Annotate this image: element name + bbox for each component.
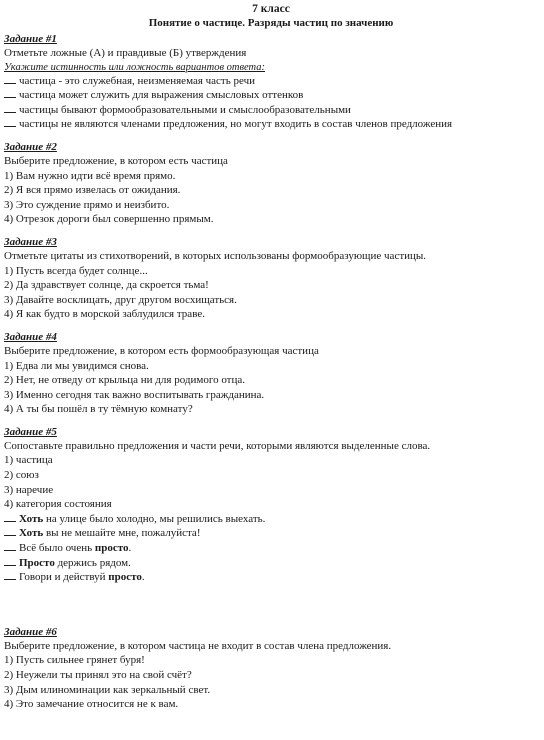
answer-option[interactable]: 4) Отрезок дороги был совершенно прямым. bbox=[4, 213, 214, 226]
part-of-speech-option: 4) категория состояния bbox=[4, 498, 112, 511]
task-6 bbox=[4, 625, 538, 712]
task-5 bbox=[4, 425, 538, 585]
task-instruction: Отметьте ложные (А) и правдивые (Б) утверждения bbox=[4, 47, 247, 59]
answer-option[interactable]: 2) Нет, не отведу от крыльца ни для родимого отца. bbox=[4, 374, 246, 387]
sentence-post: на улице было холодно, мы решились выехать. bbox=[43, 512, 266, 525]
statement-row bbox=[4, 103, 538, 118]
answer-option[interactable]: 4) Это замечание относится не к вам. bbox=[4, 698, 179, 711]
answer-blank[interactable] bbox=[4, 103, 16, 113]
answer-blank[interactable] bbox=[4, 570, 16, 580]
answer-option[interactable]: 4) А ты бы пошёл в ту тёмную комнату? bbox=[4, 403, 193, 416]
task-heading: Задание #3 bbox=[4, 235, 57, 248]
statement-row bbox=[4, 88, 538, 103]
part-of-speech-option: 3) наречие bbox=[4, 483, 54, 496]
statement-text: частица может служить для выражения смысловых оттенков bbox=[19, 89, 304, 102]
task-4 bbox=[4, 330, 538, 417]
sentence-post: держись рядом. bbox=[54, 556, 131, 569]
highlighted-word: просто bbox=[94, 542, 129, 555]
part-of-speech-option: 2) союз bbox=[4, 469, 39, 482]
match-row bbox=[4, 541, 538, 556]
answer-option[interactable]: 1) Пусть всегда будет солнце... bbox=[4, 264, 148, 277]
task-3 bbox=[4, 235, 538, 322]
match-row bbox=[4, 526, 538, 541]
part-of-speech-option: 1) частица bbox=[4, 454, 53, 467]
match-row bbox=[4, 570, 538, 585]
answer-option[interactable]: 2) Я вся прямо извелась от ожидания. bbox=[4, 184, 181, 197]
highlighted-word: Хоть bbox=[19, 512, 44, 525]
grade-label: 7 класс bbox=[252, 3, 290, 15]
task-heading: Задание #2 bbox=[4, 140, 57, 153]
answer-blank[interactable] bbox=[4, 512, 16, 522]
answer-option[interactable]: 4) Я как будто в морской заблудился траве. bbox=[4, 308, 205, 321]
statement-text: частицы не являются членами предложения, но могут входить в состав членов предложения bbox=[19, 118, 453, 131]
answer-option[interactable]: 1) Едва ли мы увидимся снова. bbox=[4, 359, 149, 372]
spacer bbox=[4, 585, 538, 623]
answer-option[interactable]: 3) Давайте восклицать, друг другом восхищаться. bbox=[4, 293, 237, 306]
task-heading: Задание #4 bbox=[4, 330, 57, 343]
highlighted-word: просто bbox=[108, 571, 142, 584]
task-2 bbox=[4, 140, 538, 227]
statement-row bbox=[4, 74, 538, 89]
sentence-post: . bbox=[128, 542, 132, 555]
sentence-pre: Всё было очень bbox=[19, 542, 95, 555]
task-1 bbox=[4, 32, 538, 132]
task-heading: Задание #5 bbox=[4, 425, 57, 438]
task-instruction: Отметьте цитаты из стихотворений, в которых использованы формообразующие частицы. bbox=[4, 249, 427, 262]
sentence-post: . bbox=[141, 571, 145, 584]
task-note: Укажите истинность или ложность вариантов ответа: bbox=[4, 61, 265, 73]
statement-row bbox=[4, 117, 538, 132]
answer-blank[interactable] bbox=[4, 526, 16, 536]
task-heading: Задание #6 bbox=[4, 625, 57, 638]
answer-blank[interactable] bbox=[4, 74, 16, 84]
task-heading: Задание #1 bbox=[4, 33, 57, 45]
answer-option[interactable]: 1) Вам нужно идти всё время прямо. bbox=[4, 169, 176, 182]
answer-option[interactable]: 1) Пусть сильнее грянет буря! bbox=[4, 654, 145, 667]
statement-text: частицы бывают формообразовательными и смыслообразовательными bbox=[19, 103, 351, 116]
sentence-post: вы не мешайте мне, пожалуйста! bbox=[43, 527, 201, 540]
match-row bbox=[4, 512, 538, 527]
task-instruction: Выберите предложение, в котором есть частица bbox=[4, 154, 228, 167]
highlighted-word: Хоть bbox=[19, 527, 44, 540]
answer-blank[interactable] bbox=[4, 541, 16, 551]
match-row bbox=[4, 556, 538, 571]
task-instruction: Сопоставьте правильно предложения и части речи, которыми являются выделенные слова. bbox=[4, 439, 431, 452]
answer-blank[interactable] bbox=[4, 556, 16, 566]
answer-option[interactable]: 3) Именно сегодня так важно воспитывать гражданина. bbox=[4, 388, 265, 401]
task-instruction: Выберите предложение, в котором частица не входит в состав члена предложения. bbox=[4, 639, 392, 652]
statement-text: частица - это служебная, неизменяемая часть речи bbox=[19, 74, 256, 87]
answer-option[interactable]: 2) Неужели ты принял это на свой счёт? bbox=[4, 669, 192, 681]
sentence-pre: Говори и действуй bbox=[19, 571, 109, 584]
answer-option[interactable]: 3) Это суждение прямо и неизбито. bbox=[4, 198, 170, 211]
answer-blank[interactable] bbox=[4, 117, 16, 127]
answer-option[interactable]: 3) Дым илиноминации как зеркальный свет. bbox=[4, 683, 211, 696]
answer-option[interactable]: 2) Да здравствует солнце, да скроется тьма! bbox=[4, 279, 209, 292]
task-instruction: Выберите предложение, в котором есть формообразующая частица bbox=[4, 344, 319, 357]
highlighted-word: Просто bbox=[19, 556, 55, 569]
answer-blank[interactable] bbox=[4, 88, 16, 98]
page-title: Понятие о частице. Разряды частиц по значению bbox=[148, 17, 394, 29]
